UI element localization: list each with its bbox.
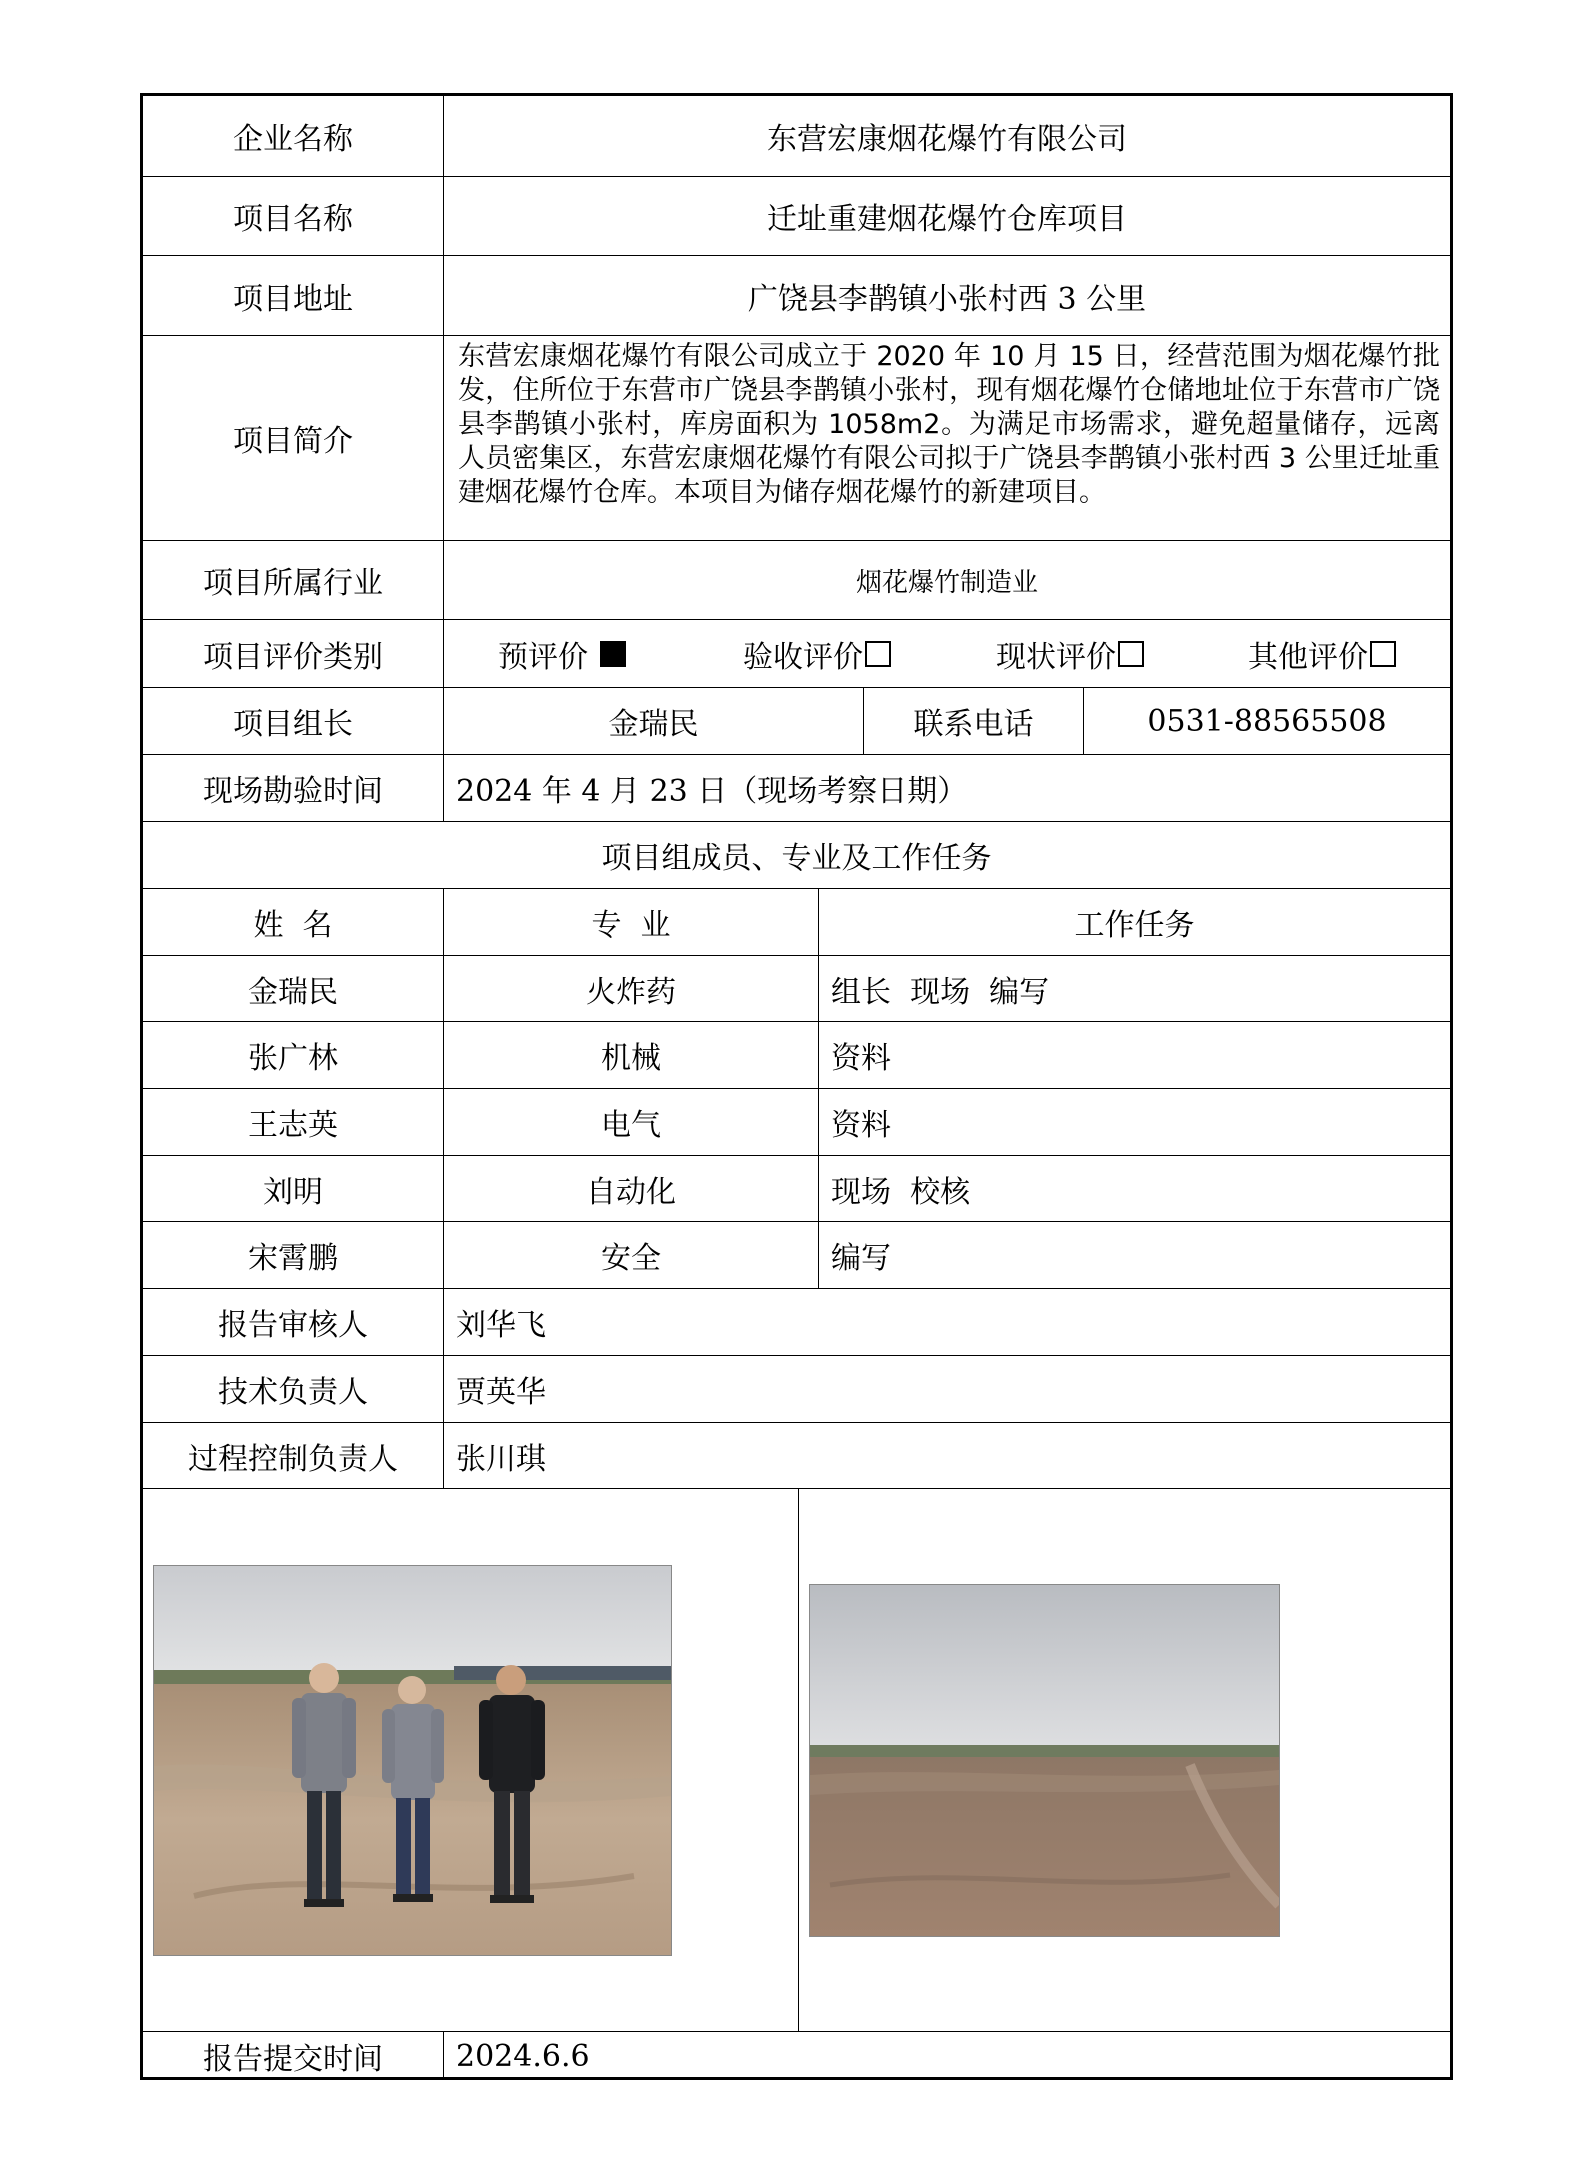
member-name: 张广林 xyxy=(248,1041,338,1076)
header-name: 姓 名 xyxy=(253,908,333,943)
survey-time-value: 2024 年 4 月 23 日（现场考察日期） xyxy=(443,755,1450,821)
project-name-row xyxy=(143,177,1450,256)
submit-time-row xyxy=(143,2032,1450,2080)
member-name: 金瑞民 xyxy=(248,974,338,1010)
eval-option-acceptance xyxy=(743,632,996,676)
industry-value: 烟花爆竹制造业 xyxy=(443,541,1450,619)
industry-row xyxy=(143,541,1450,620)
header-major: 专 业 xyxy=(443,889,818,955)
project-address-row xyxy=(143,256,1450,336)
members-header-row xyxy=(143,889,1450,956)
member-name: 王志英 xyxy=(248,1108,338,1143)
project-name-label: 项目名称 xyxy=(233,202,353,237)
project-intro-value: 东营宏康烟花爆竹有限公司成立于 2020 年 10 月 15 日，经营范围为烟花爆竹批发，住所位于东营市广饶县李鹊镇小张村，现有烟花爆竹仓储地址位于东营市广饶县李鹊镇小张村，库房面积为 1058m2。为满足市场需求，避免超量储存，远离人员密集区，东营宏康烟花爆竹有限公司拟于广饶县李鹊镇小张村西 3 公里迁址重建烟花爆竹仓库。本项目为储存烟花爆竹的新建项目。 xyxy=(443,336,1450,540)
eval-option-current-label: 现状评价 xyxy=(996,639,1116,675)
phone-label: 联系电话 xyxy=(863,688,1083,754)
project-intro-label: 项目简介 xyxy=(233,424,353,459)
survey-time-row xyxy=(143,755,1450,822)
member-name: 刘明 xyxy=(263,1174,323,1210)
member-major: 自动化 xyxy=(443,1156,818,1221)
member-name: 宋霄鹏 xyxy=(248,1241,338,1276)
reviewer-value: 刘华飞 xyxy=(443,1289,1450,1355)
photos-row xyxy=(143,1489,1450,2032)
member-task: 编写 xyxy=(818,1222,1450,1288)
member-task: 资料 xyxy=(818,1089,1450,1155)
photos-divider xyxy=(798,1489,799,2031)
process-lead-row xyxy=(143,1423,1450,1489)
eval-category-label: 项目评价类别 xyxy=(203,639,383,675)
eval-category-row xyxy=(143,620,1450,688)
unchecked-checkbox-icon xyxy=(1118,641,1144,667)
industry-label: 项目所属行业 xyxy=(203,566,383,601)
member-task: 现场 校核 xyxy=(818,1156,1450,1221)
members-title: 项目组成员、专业及工作任务 xyxy=(601,841,992,876)
table-row xyxy=(143,1156,1450,1222)
eval-option-other-label: 其他评价 xyxy=(1248,639,1368,675)
project-info-form xyxy=(140,93,1453,2080)
site-team-photo-image xyxy=(154,1566,671,1955)
submit-time-label: 报告提交时间 xyxy=(203,2042,383,2077)
table-row xyxy=(143,1022,1450,1089)
checked-checkbox-icon xyxy=(600,641,626,667)
survey-time-label: 现场勘验时间 xyxy=(203,774,383,809)
table-row xyxy=(143,956,1450,1022)
unchecked-checkbox-icon xyxy=(1370,641,1396,667)
project-intro-row xyxy=(143,336,1450,541)
tech-lead-label: 技术负责人 xyxy=(218,1375,368,1410)
tech-lead-value: 贾英华 xyxy=(443,1356,1450,1422)
process-lead-value: 张川琪 xyxy=(443,1423,1450,1488)
site-landscape-photo xyxy=(809,1584,1280,1937)
member-major: 机械 xyxy=(443,1022,818,1088)
tech-lead-row xyxy=(143,1356,1450,1423)
table-row xyxy=(143,1222,1450,1289)
reviewer-label: 报告审核人 xyxy=(218,1308,368,1343)
leader-value: 金瑞民 xyxy=(443,688,863,754)
company-value: 东营宏康烟花爆竹有限公司 xyxy=(443,96,1450,176)
process-lead-label: 过程控制负责人 xyxy=(188,1441,398,1477)
reviewer-row xyxy=(143,1289,1450,1356)
site-landscape-photo-image xyxy=(810,1585,1279,1936)
site-team-photo xyxy=(153,1565,672,1956)
eval-option-other xyxy=(1248,632,1396,676)
member-task: 资料 xyxy=(818,1022,1450,1088)
member-major: 电气 xyxy=(443,1089,818,1155)
eval-option-acceptance-label: 验收评价 xyxy=(743,639,863,675)
company-label: 企业名称 xyxy=(233,122,353,157)
project-address-label: 项目地址 xyxy=(233,281,353,317)
submit-time-value: 2024.6.6 xyxy=(443,2032,1450,2080)
header-task: 工作任务 xyxy=(818,889,1450,955)
unchecked-checkbox-icon xyxy=(865,641,891,667)
project-name-value: 迁址重建烟花爆竹仓库项目 xyxy=(443,177,1450,255)
members-title-row xyxy=(143,822,1450,889)
leader-row xyxy=(143,688,1450,755)
table-row xyxy=(143,1089,1450,1156)
member-task: 组长 现场 编写 xyxy=(818,956,1450,1021)
eval-option-pre-label: 预评价 xyxy=(498,639,588,675)
member-major: 安全 xyxy=(443,1222,818,1288)
company-row xyxy=(143,96,1450,177)
leader-label: 项目组长 xyxy=(233,707,353,742)
phone-value: 0531-88565508 xyxy=(1083,688,1450,754)
member-major: 火炸药 xyxy=(443,956,818,1021)
project-address-value: 广饶县李鹊镇小张村西 3 公里 xyxy=(443,256,1450,335)
eval-option-current xyxy=(996,632,1248,676)
eval-category-options xyxy=(443,620,1450,687)
eval-option-pre xyxy=(498,632,743,676)
